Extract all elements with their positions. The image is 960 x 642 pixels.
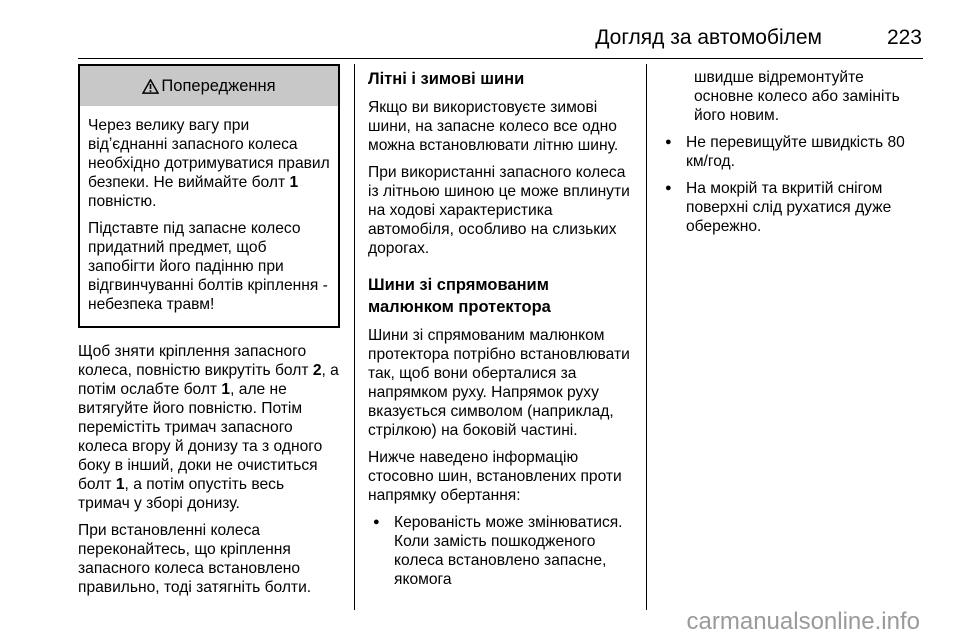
directional-paragraph-1: Шини зі спрямованим малюнком протектора потрібно встановлювати так, щоб вони оберталися за напрямком руху. Напрямок руху вказується символом (наприклад, стрілкою) на боковій частині. (368, 327, 630, 439)
warning-paragraph-1 (88, 116, 330, 211)
warning-header (80, 66, 338, 106)
text-run: , а потім опустіть весь тримач у зборі донизу. (78, 476, 285, 512)
header-rule (78, 58, 923, 59)
list-item: ● Не перевищуйте швидкість 80 км/год. (660, 133, 922, 171)
seasonal-paragraph-1: Якщо ви використовуєте зимові шини, на запасне колесо все одно можна встановлювати літню шину. (368, 99, 619, 154)
watermark: carmanualsonline.info (686, 608, 920, 635)
section-heading-seasonal-tyres: Літні і зимові шини (368, 70, 525, 88)
text-run: , але не витягуйте його повністю. Потім перемістіть тримач запасного колеса вгору й донизу та з одного боку в інший, доки не очиститься болт (78, 381, 323, 493)
body-paragraph-2 (78, 521, 340, 597)
column-3 (660, 68, 922, 244)
warning-body (80, 106, 338, 326)
text-run: Щоб зняти кріплення запасного колеса, повністю викрутіть болт (78, 343, 313, 379)
bolt-reference: 1 (221, 381, 231, 398)
bolt-reference: 2 (312, 362, 322, 379)
page-number: 223 (886, 26, 922, 49)
text-run: , а потім ослабте болт (78, 362, 339, 398)
column-2 (368, 68, 634, 597)
body-paragraph-1 (78, 342, 340, 513)
list-item-continuation: швидше відремонтуйте основне колесо або замініть його новим. (694, 69, 900, 124)
bolt-reference: 1 (289, 174, 299, 191)
column-divider-2 (646, 64, 647, 610)
warning-title: Попередження (161, 76, 276, 95)
warning-paragraph-2 (88, 219, 330, 314)
seasonal-paragraph-2: При використанні запасного колеса із літньою шиною це може вплинути на ходові характеристика автомобіля, особливо на слизьких дорогах. (368, 164, 630, 257)
text-run: При встановленні колеса переконайтесь, що кріплення запасного колеса встановлено правильно, тоді затягніть болти. (78, 522, 312, 596)
text-run: Підставте під запасне колесо придатний предмет, щоб запобігти його падінню при відгвинчуванні болтів кріплення - небезпека травм! (88, 220, 328, 313)
warning-box (78, 64, 340, 328)
bullet-list (368, 513, 634, 589)
list-item: ● На мокрій та вкритій снігом поверхні слід рухатися дуже обережно. (660, 179, 922, 236)
section-heading-directional-tyres: Шини зі спрямованим малюнком протектора (368, 276, 551, 316)
column-1 (78, 64, 340, 605)
text-run: повністю. (88, 193, 157, 210)
header-title: Догляд за автомобілем (595, 26, 822, 49)
column-divider-1 (354, 64, 355, 610)
list-item: ● Керованість може змінюватися. Коли замість пошкодженого колеса встановлено запасне, якомога (368, 513, 634, 589)
bullet-list-continued (660, 133, 922, 236)
directional-paragraph-2: Нижче наведено інформацію стосовно шин, встановлених проти напрямку обертання: (368, 449, 622, 504)
text-run: Через велику вагу при відʼєднанні запасного колеса необхідно дотримуватися правил безпеки. Не виймайте болт (88, 117, 330, 191)
warning-triangle-icon (142, 79, 159, 94)
bolt-reference: 1 (115, 476, 125, 493)
